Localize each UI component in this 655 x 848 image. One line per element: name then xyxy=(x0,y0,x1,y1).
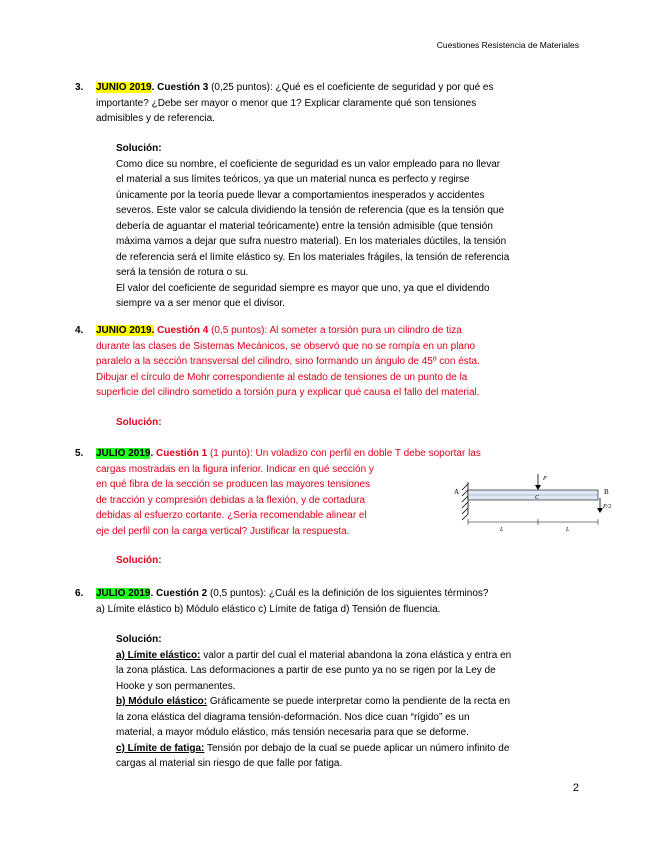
solution-line: la zona plástica. Las deformaciones a partir de ese punto ya no se rigen por la Ley de xyxy=(116,665,496,676)
solution-label: Solución: xyxy=(116,555,162,566)
definition-limite-fatiga: c) Límite de fatiga: Tensión por debajo de la cual se puede aplicar un número infinito de xyxy=(116,742,510,754)
page-number: 2 xyxy=(572,782,579,794)
question-number: 6. xyxy=(75,588,84,599)
label-l1: L xyxy=(500,527,504,533)
label-a: A xyxy=(454,488,460,496)
question-3-line-2: importante? ¿Debe ser mayor o menor que 1? Explicar claramente qué son tensiones xyxy=(96,97,477,109)
question-4-line: durante las clases de Sistemas Mecánicos, se observó que no se rompía en un plano xyxy=(96,340,476,352)
question-6 xyxy=(75,586,548,617)
solution-line: severos. Este valor se calcula dividiendo la tensión de referencia (que es la tensión que xyxy=(116,205,505,216)
solution-line: Como dice su nombre, el coeficiente de seguridad es un valor empleado para no llevar xyxy=(116,158,501,170)
solution-4 xyxy=(116,415,548,431)
solution-line: el material a sus límites teóricos, ya que un material nunca es perfecto y regirse xyxy=(116,174,470,185)
solution-line: Hooke y son permanentes. xyxy=(116,680,236,692)
exam-tag: JUNIO 2019. xyxy=(96,325,155,336)
cuestion-label: Cuestión 4 xyxy=(157,325,209,336)
question-4-line: paralelo a la sección transversal del cilindro, sino formando un ángulo de 45º con ésta. xyxy=(96,356,480,367)
label-p2: P/2 xyxy=(603,504,612,510)
question-number: 5. xyxy=(75,448,84,459)
cuestion-label: Cuestión 2 xyxy=(156,588,208,599)
solution-line: debería de aguantar el material teóricamente) entre la tensión admisible (que tensión xyxy=(116,220,493,232)
solution-line: la zona elástica del diagrama tensión-deformación. Nos dice cuan “rígido” es un xyxy=(116,711,470,723)
solution-line: material, a mayor módulo elástico, más tensión necesaria para que se deforme. xyxy=(116,727,469,738)
label-p: P xyxy=(543,476,547,482)
solution-5 xyxy=(116,553,548,569)
solution-3 xyxy=(116,141,548,312)
question-5-line: cargas mostradas en la figura inferior. Indicar en qué sección y xyxy=(96,463,374,475)
solution-line: únicamente por la teoría puede llevar a comportamientos inesperados y accidentes xyxy=(116,189,485,201)
question-3 xyxy=(75,80,548,127)
question-5-line: en qué fibra de la sección se producen las mayores tensiones xyxy=(96,479,371,490)
label-b: B xyxy=(604,488,609,496)
cantilever-beam-diagram xyxy=(452,472,622,538)
solution-6 xyxy=(116,632,548,772)
solution-line: El valor del coeficiente de seguridad siempre es mayor que uno, ya que el dividendo xyxy=(116,282,490,294)
question-4 xyxy=(75,323,548,401)
solution-line: máxima vamos a dejar que sufra nuestro material). En los materiales dúctiles, la tensión xyxy=(116,236,507,247)
solution-label: Solución: xyxy=(116,634,162,645)
exam-tag: JULIO 2019 xyxy=(96,448,151,459)
solution-line: de referencia será el límite elástico sy. En los materiales frágiles, la tensión de referencia xyxy=(116,251,510,263)
question-3-line-1: JUNIO 2019. Cuestión 3 (0,25 puntos): ¿Qué es el coeficiente de seguridad y por qué es xyxy=(96,82,494,93)
load-arrow-p xyxy=(535,474,541,490)
solution-line: cargas al material sin riesgo de que falle por fatiga. xyxy=(116,758,343,769)
question-5-line-1: JULIO 2019. Cuestión 1 (1 punto): Un voladizo con perfil en doble T debe soportar las xyxy=(96,448,481,459)
question-3-line-3: admisibles y de referencia. xyxy=(96,113,215,124)
fixed-support xyxy=(462,482,468,520)
exam-tag: JUNIO 2019 xyxy=(96,82,152,93)
question-number: 3. xyxy=(75,82,84,93)
question-number: 4. xyxy=(75,325,84,336)
points: (0,5 puntos) xyxy=(211,325,265,336)
page-header: Cuestiones Resistencia de Materiales xyxy=(436,40,579,50)
solution-line: siempre va a ser menor que el divisor. xyxy=(116,298,285,309)
exam-tag: JULIO 2019 xyxy=(96,588,151,599)
question-4-line-1: JUNIO 2019. Cuestión 4 (0,5 puntos): Al someter a torsión pura un cilindro de tiza xyxy=(96,325,462,336)
question-4-line: Dibujar el círculo de Mohr correspondiente al estado de tensiones de un punto de la xyxy=(96,371,468,383)
question-6-line-2: a) Límite elástico b) Módulo elástico c) Límite de fatiga d) Tensión de fluencia. xyxy=(96,603,441,615)
points: (1 punto) xyxy=(209,448,250,459)
cuestion-label: Cuestión 1 xyxy=(156,448,208,459)
points: (0,5 puntos) xyxy=(209,588,264,599)
definition-modulo-elastico: b) Módulo elástico: Gráficamente se puede interpretar como la pendiente de la recta en xyxy=(116,696,511,707)
label-l2: L xyxy=(566,527,570,533)
question-5-line: de tracción y compresión debidas a la flexión, y de cortadura xyxy=(96,494,366,506)
question-4-line: superficie del cilindro sometido a torsión pura y explicar qué causa el fallo del material. xyxy=(96,387,480,398)
definition-limite-elastico: a) Límite elástico: valor a partir del cual el material abandona la zona elástica y entra en xyxy=(116,649,512,661)
question-6-line-1: JULIO 2019. Cuestión 2 (0,5 puntos): ¿Cuál es la definición de los siguientes términos? xyxy=(96,588,489,599)
question-5-line: eje del perfil con la carga vertical? Justificar la respuesta. xyxy=(96,525,350,537)
points: (0,25 puntos) xyxy=(211,82,270,93)
question-5-line: debidas al esfuerzo cortante. ¿Sería recomendable alinear el xyxy=(96,510,367,521)
solution-line: será la tensión de rotura o su. xyxy=(116,267,249,278)
cuestion-label: Cuestión 3 xyxy=(157,82,209,93)
solution-label: Solución: xyxy=(116,143,162,154)
solution-label: Solución: xyxy=(116,417,162,428)
label-c: C xyxy=(535,495,540,501)
